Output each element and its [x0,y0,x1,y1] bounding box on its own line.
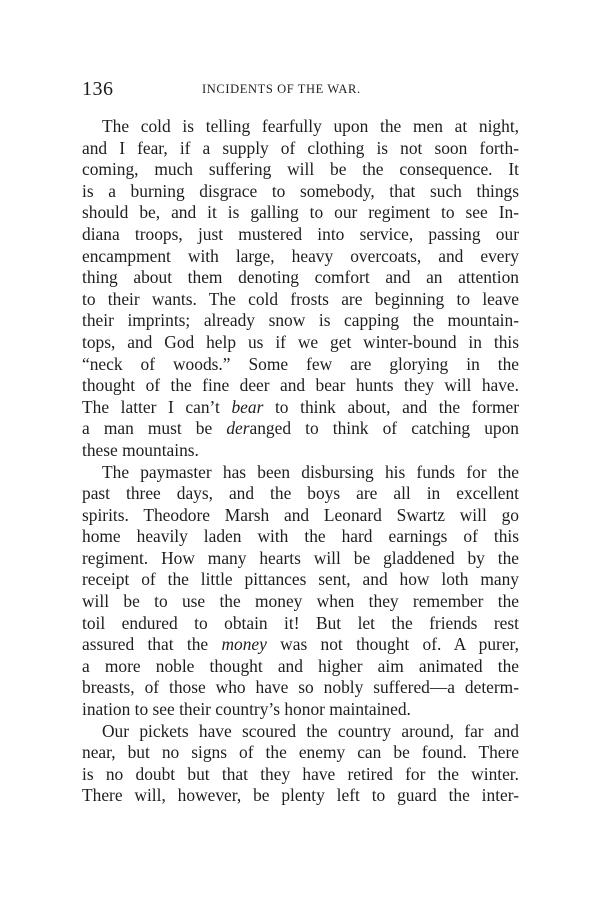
text-line [82,764,519,786]
text-line-content: breasts, of those who have so nobly suffered—a determ- [82,677,519,698]
text-line-content: a more noble thought and higher aim animated the [82,655,519,676]
text-line-content: past three days, and the boys are all in excellent [82,483,519,504]
text-line [82,224,519,246]
text-line-content: encampment with large, heavy overcoats, and every [82,245,519,266]
italic-word: der [226,418,250,439]
text-line-content: will be to use the money when they remember the [82,591,519,612]
italic-word: money [221,634,267,655]
text-line-content: and I fear, if a supply of clothing is not soon forth- [82,137,519,158]
text-line-content: ination to see their country’s honor maintained. [82,699,411,720]
text-line [82,548,519,570]
text-line-content: thought of the fine deer and bear hunts they will have. [82,375,519,396]
text-line [82,526,519,548]
text-line [82,159,519,181]
text-line-content: diana troops, just mustered into service, passing our [82,223,519,244]
text-line-content: assured that the money was not thought of. A purer, [82,634,519,655]
text-line-content: The cold is telling fearfully upon the men at night, [102,116,519,136]
text-line-content: toil endured to obtain it! But let the friends rest [82,612,519,633]
text-line-content: to their wants. The cold frosts are beginning to leave [82,288,519,309]
text-line [82,462,519,484]
text-line-content: Our pickets have scoured the country around, far and [102,720,519,741]
text-line [82,332,519,354]
text-line [82,181,519,203]
running-head: INCIDENTS OF THE WAR. [202,82,361,96]
text-line [82,634,519,656]
text-line-content: regiment. How many hearts will be gladdened by the [82,547,519,568]
text-line-content: is a burning disgrace to somebody, that such things [82,180,519,201]
text-line [82,440,519,462]
text-line [82,310,519,332]
text-line [82,591,519,613]
text-line [82,116,519,138]
text-line [82,375,519,397]
text-line [82,289,519,311]
italic-word: bear [231,396,264,417]
text-line-content: these mountains. [82,439,199,460]
text-line [82,613,519,635]
text-line-content: tops, and God help us if we get winter-bound in this [82,331,519,352]
text-line-content: “neck of woods.” Some few are glorying in the [82,353,519,374]
text-line-content: is no doubt but that they have retired for the winter. [82,763,519,784]
text-line [82,267,519,289]
text-line [82,699,519,721]
body-text [82,116,519,807]
text-line [82,354,519,376]
text-line-content: near, but no signs of the enemy can be found. There [82,742,519,763]
text-line [82,202,519,224]
text-line-content: receipt of the little pittances sent, and how loth many [82,569,519,590]
text-line [82,397,519,419]
text-line-content: should be, and it is galling to our regiment to see In- [82,202,519,223]
page-header [82,78,512,102]
text-line [82,656,519,678]
text-line [82,246,519,268]
text-line-content: coming, much suffering will be the consequence. It [82,159,519,180]
text-line [82,505,519,527]
text-line [82,785,519,807]
text-line-content: their imprints; already snow is capping the mountain- [82,310,519,331]
text-line-content: The paymaster has been disbursing his funds for the [102,461,519,482]
text-line [82,721,519,743]
text-line [82,742,519,764]
text-line [82,677,519,699]
text-line [82,483,519,505]
text-line-content: a man must be deranged to think of catching upon [82,418,519,439]
text-line-content: The latter I can’t bear to think about, and the former [82,396,519,417]
text-line [82,418,519,440]
text-line-content: spirits. Theodore Marsh and Leonard Swartz will go [82,504,519,525]
text-line-content: home heavily laden with the hard earnings of this [82,526,519,547]
text-line-content: There will, however, be plenty left to guard the inter- [82,785,519,806]
text-line [82,569,519,591]
text-line [82,138,519,160]
text-line-content: thing about them denoting comfort and an attention [82,267,519,288]
page-number: 136 [82,78,114,100]
